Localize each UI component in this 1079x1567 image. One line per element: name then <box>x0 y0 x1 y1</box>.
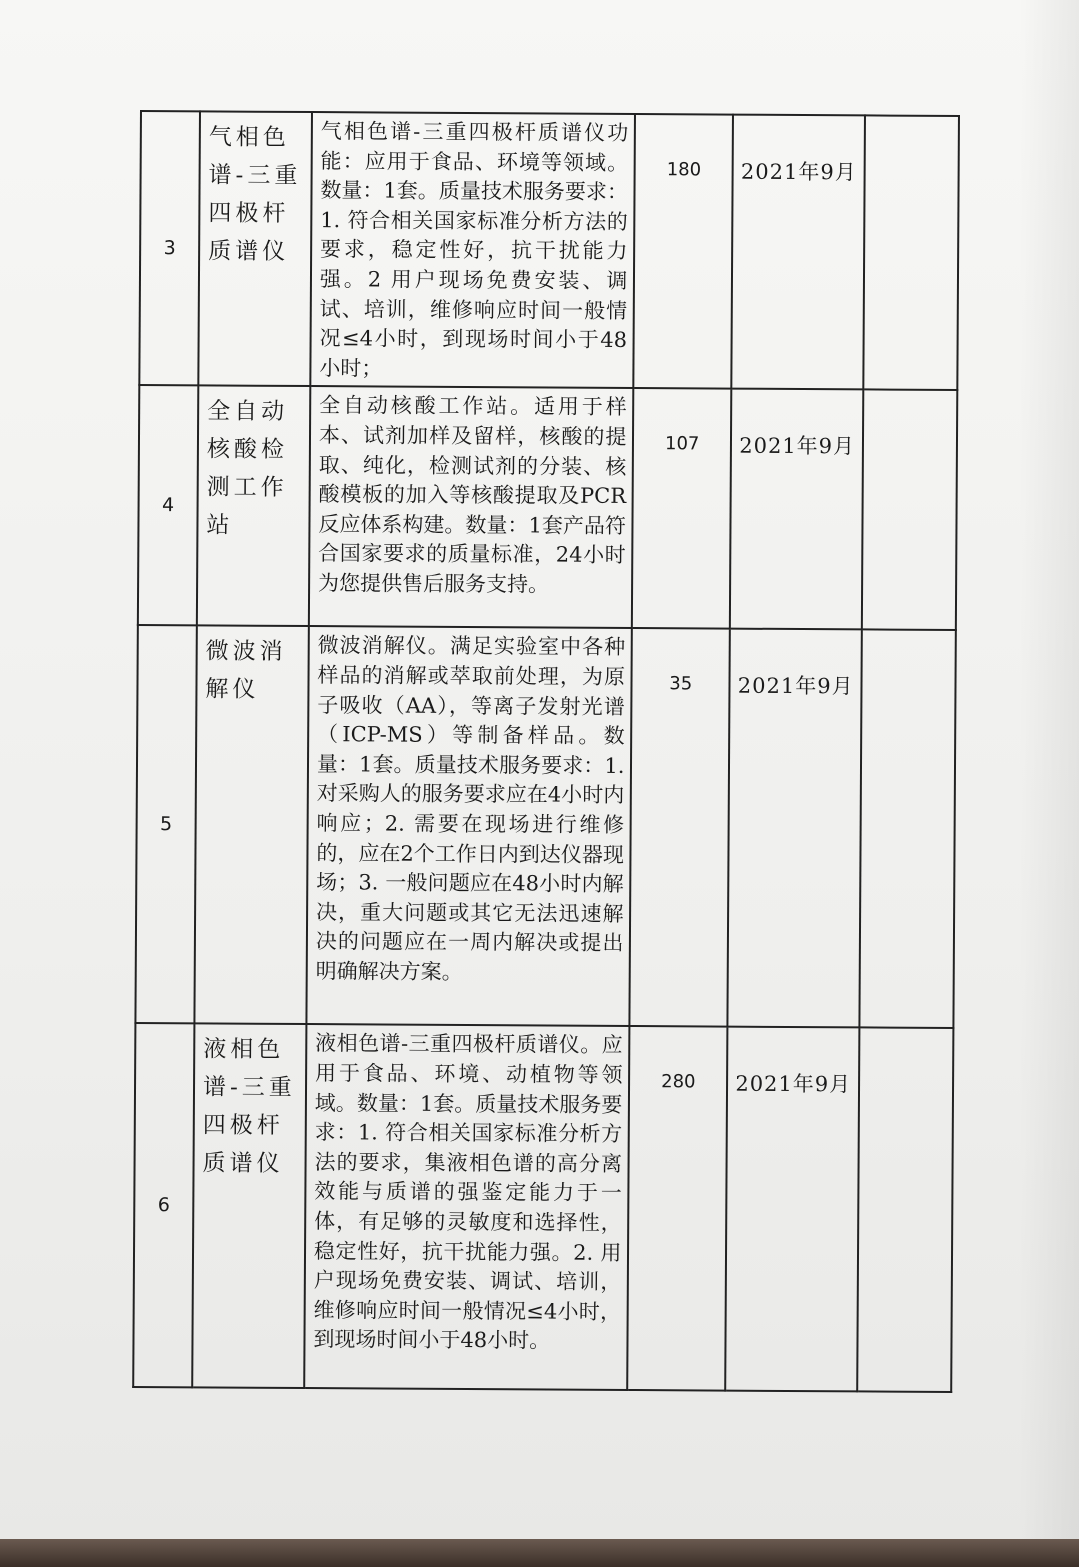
row-number: 3 <box>139 111 200 386</box>
row-number: 5 <box>135 625 196 1023</box>
procurement-table <box>132 110 960 1393</box>
item-description: 液相色谱-三重四极杆质谱仪。应用于食品、环境、动植物等领域。数量：1套。质量技术服务要求：1. 符合相关国家标准分析方法的要求，集液相色谱的高分离效能与质谱的强鉴定能力于一体，有足够的灵敏度和选择性，稳定性好，抗干扰能力强。2. 用户现场免费安装、调试、培训，维修响应时间一般情况≤4小时，到现场时间小于48小时。 <box>304 1024 630 1390</box>
table-row <box>138 385 957 630</box>
desk-edge <box>0 1539 1079 1567</box>
item-date: 2021年9月 <box>731 115 865 390</box>
item-quantity: 280 <box>628 1026 728 1391</box>
item-quantity: 107 <box>632 388 731 629</box>
item-name: 全自动核酸检测工作站 <box>197 386 310 627</box>
item-description: 气相色谱-三重四极杆质谱仪功能：应用于食品、环境等领域。数量：1套。质量技术服务要求：1. 符合相关国家标准分析方法的要求，稳定性好，抗干扰能力强。2 用户现场免费安装、调试、培训，维修响应时间一般情况≤4小时，到现场时间小于48小时； <box>310 112 635 388</box>
item-description: 全自动核酸工作站。适用于样本、试剂加样及留样，核酸的提取、纯化，检测试剂的分装、核酸模板的加入等核酸提取及PCR反应体系构建。数量：1套产品符合国家要求的质量标准，24小时为您提供售后服务支持。 <box>309 386 634 628</box>
item-date: 2021年9月 <box>728 629 863 1028</box>
item-date: 2021年9月 <box>725 1027 859 1392</box>
page-shadow <box>1019 0 1079 1567</box>
item-name: 气相色谱-三重四极杆质谱仪 <box>198 111 312 386</box>
item-quantity: 180 <box>634 114 733 389</box>
item-name: 微波消解仪 <box>194 626 308 1025</box>
item-name: 液相色谱-三重四极杆质谱仪 <box>192 1024 306 1389</box>
item-note <box>860 630 956 1029</box>
table-row <box>139 111 959 390</box>
row-number: 6 <box>133 1023 194 1387</box>
item-date: 2021年9月 <box>730 389 864 630</box>
item-note <box>858 1028 954 1393</box>
item-description: 微波消解仪。满足实验室中各种样品的消解或萃取前处理，为原子吸收（AA），等离子发射光谱（ICP-MS）等制备样品。数量：1套。质量技术服务要求：1. 对采购人的服务要求应在4小时内响应；2. 需要在现场进行维修的，应在2个工作日内到达仪器现场；3. 一般问题应在48小时内解决，重大问题或其它无法迅速解决的问题应在一周内解决或提出明确解决方案。 <box>306 626 632 1026</box>
item-note <box>864 115 959 390</box>
table-row <box>133 1023 953 1392</box>
table-row <box>135 625 955 1028</box>
item-note <box>862 390 957 631</box>
row-number: 4 <box>138 385 198 625</box>
item-quantity: 35 <box>630 628 730 1027</box>
